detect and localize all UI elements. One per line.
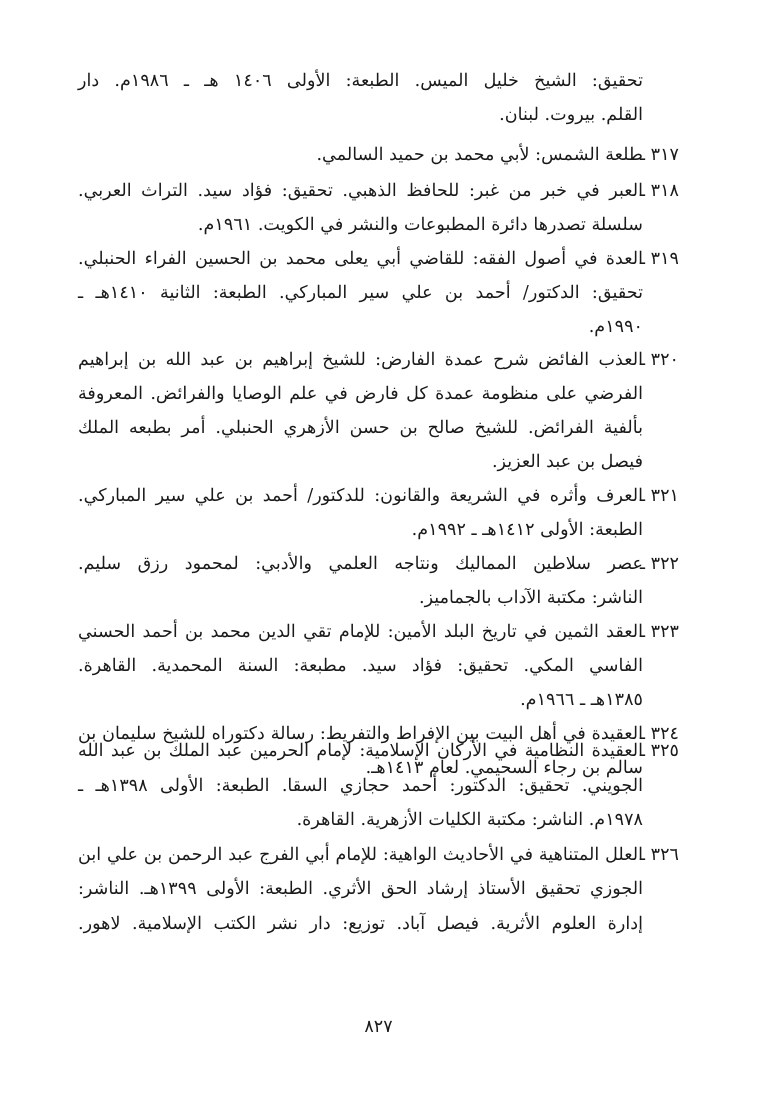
entry-324-number: ٣٢٤ ـ <box>639 724 679 744</box>
entry-316-line-1: تحقيق: الشيخ خليل الميس. الطبعة: الأولى ١٤٠٦ هـ ـ ١٩٨٦م. دار <box>78 71 643 91</box>
page-number: ٨٢٧ <box>364 1017 393 1037</box>
entry-319-title: العدة في أصول الفقه: للقاضي أبي يعلى محمد بن الحسين الفراء الحنبلي. <box>78 249 643 269</box>
entry-319-number: ٣١٩ ـ <box>639 249 679 269</box>
entry-321-first-line <box>78 479 679 513</box>
entry-318-line-2: سلسلة تصدرها دائرة المطبوعات والنشر في الكويت. ١٩٦١م. <box>197 215 643 235</box>
entry-323-number: ٣٢٣ ـ <box>639 622 679 642</box>
entry-325-line-2: الجويني. تحقيق: الدكتور: أحمد حجازي السقا. الطبعة: الأولى ١٣٩٨هـ ـ <box>78 775 643 796</box>
entry-320-line-4: فيصل بن عبد العزيز. <box>491 452 643 472</box>
entry-322-first-line <box>78 547 679 581</box>
entry-317-title: طلعة الشمس: لأبي محمد بن حميد السالمي. <box>316 145 643 165</box>
entry-321-line-2: الطبعة: الأولى ١٤١٢هـ ـ ١٩٩٢م. <box>411 520 643 540</box>
entry-319-first-line <box>78 242 679 276</box>
entry-325-line-3: ١٩٧٨م. الناشر: مكتبة الكليات الأزهرية. القاهرة. <box>296 810 643 830</box>
entry-320-line-2: الفرضي على منظومة عمدة كل فارض في علم الوصايا والفرائض. المعروفة <box>78 384 643 404</box>
entry-320-line-3: بألفية الفرائض. للشيخ صالح بن حسن الأزهري الحنبلي. أمر بطبعه الملك <box>78 418 643 438</box>
entry-323-line-3: ١٣٨٥هـ ـ ١٩٦٦م. <box>520 690 643 710</box>
entry-325-title: العقيدة النظامية في الأركان الإسلامية: لإمام الحرمين عبد الملك بن عبد الله <box>78 741 643 761</box>
entry-322-number: ٣٢٢ ـ <box>639 554 679 574</box>
entry-326-number: ٣٢٦ ـ <box>639 844 679 865</box>
entry-325-number: ٣٢٥ ـ <box>639 741 679 761</box>
entry-323-title: العقد الثمين في تاريخ البلد الأمين: للإمام تقي الدين محمد بن أحمد الحسني <box>78 622 643 642</box>
entry-319-line-2: تحقيق: الدكتور/ أحمد بن علي سير المباركي. الطبعة: الثانية ١٤١٠هـ ـ <box>78 283 643 303</box>
entry-326-line-3: إدارة العلوم الأثرية. فيصل آباد. توزيع: دار نشر الكتب الإسلامية. لاهور. <box>78 913 643 934</box>
entry-320-title: العذب الفائض شرح عمدة الفارض: للشيخ إبراهيم بن عبد الله بن إبراهيم <box>78 350 643 370</box>
entry-323-first-line <box>78 615 679 649</box>
entry-321-number: ٣٢١ ـ <box>639 486 679 506</box>
entry-324-title: العقيدة في أهل البيت بين الإفراط والتفريط: رسالة دكتوراه للشيخ سليمان بن <box>78 724 643 744</box>
entry-326-first-line <box>78 838 679 872</box>
entry-317-first-line <box>78 138 679 172</box>
entry-318-title: العبر في خبر من غبر: للحافظ الذهبي. تحقيق: فؤاد سيد. التراث العربي. <box>78 181 643 201</box>
entry-324-line-2: سالم بن رجاء السحيمي. لعام ١٤١٣هـ. <box>365 758 643 778</box>
entry-321-title: العرف وأثره في الشريعة والقانون: للدكتور/ أحمد بن علي سير المباركي. <box>78 486 643 506</box>
entry-322-line-2: الناشر: مكتبة الآداب بالجماميز. <box>418 588 643 608</box>
entry-325-first-line <box>78 734 679 768</box>
entry-318-first-line <box>78 174 679 208</box>
entry-322-title: عصر سلاطين المماليك ونتاجه العلمي والأدبي: لمحمود رزق سليم. <box>78 554 643 574</box>
entry-320-first-line <box>78 343 679 377</box>
entry-319-line-3: ١٩٩٠م. <box>588 317 643 337</box>
entry-320-number: ٣٢٠ ـ <box>639 350 679 370</box>
entry-326-line-2: الجوزي تحقيق الأستاذ إرشاد الحق الأثري. الطبعة: الأولى ١٣٩٩هـ. الناشر: <box>78 879 643 899</box>
entry-326-title: العلل المتناهية في الأحاديث الواهية: للإمام أبي الفرج عبد الرحمن بن علي ابن <box>78 844 643 865</box>
entry-317-number: ٣١٧ ـ <box>639 145 679 165</box>
entry-323-line-2: الفاسي المكي. تحقيق: فؤاد سيد. مطبعة: السنة المحمدية. القاهرة. <box>78 656 643 676</box>
entry-318-number: ٣١٨ ـ <box>639 181 679 201</box>
entry-316-line-2: القلم. بيروت. لبنان. <box>499 105 643 125</box>
